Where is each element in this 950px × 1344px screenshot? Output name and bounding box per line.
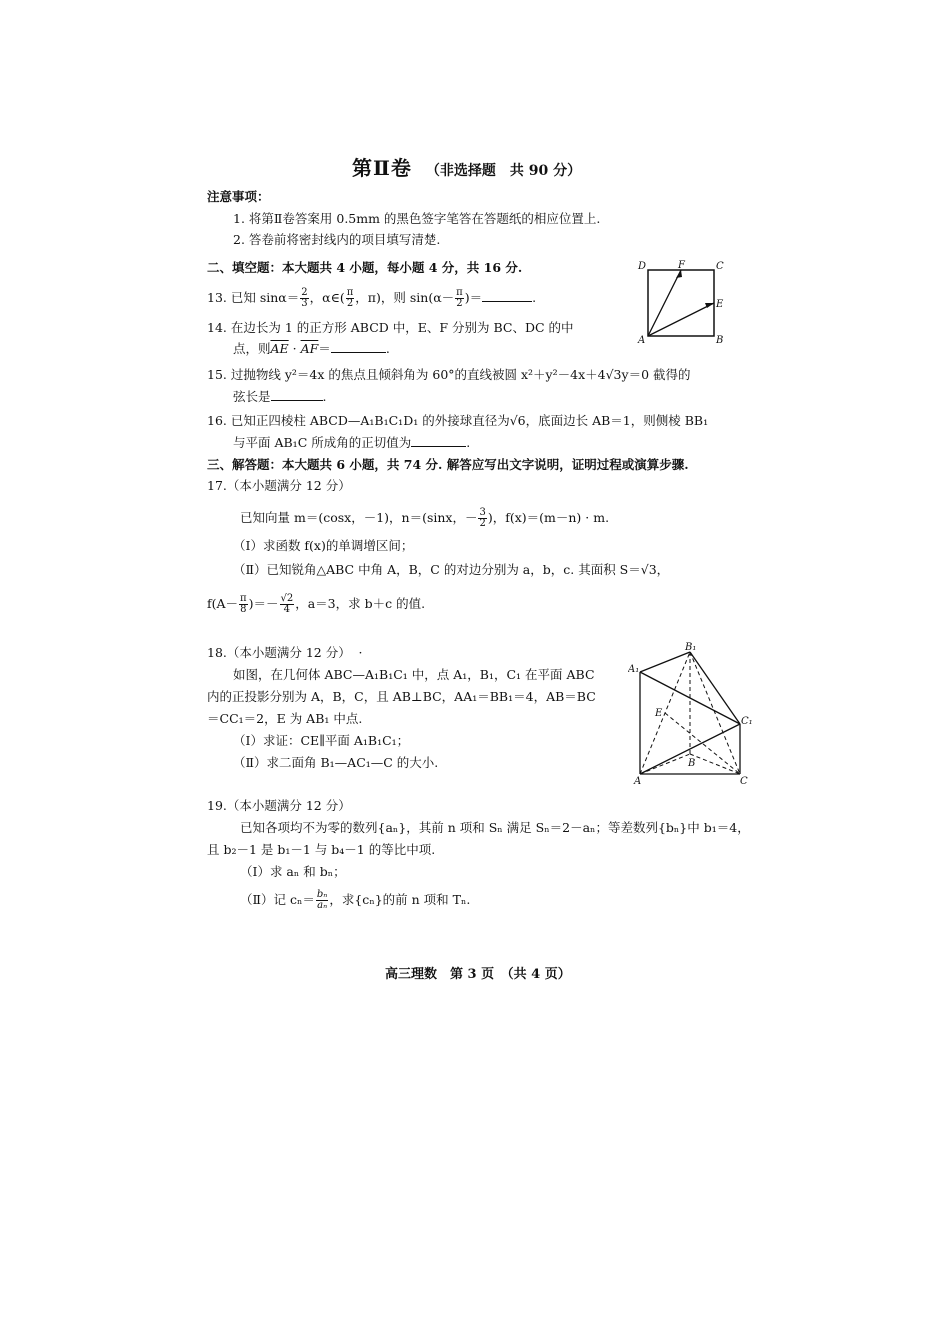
q15-text-1: 过抛物线 y²＝4x 的焦点且倾斜角为 60°的直线被圆 x²＋y²－4x＋4√3y＝0 截得的 bbox=[230, 367, 691, 382]
q16-answer-blank[interactable] bbox=[411, 445, 466, 447]
q14-vector-af: $\overline{AF}$ bbox=[300, 341, 319, 356]
q19-f-den: aₙ bbox=[317, 900, 328, 911]
question-15-line-2 bbox=[233, 389, 327, 405]
q17-f1-num: 3 bbox=[479, 507, 486, 518]
label-f: F bbox=[678, 260, 685, 271]
q13-f3-den: 2 bbox=[456, 298, 463, 309]
q19-text-4b: ，求{cₙ}的前 n 项和 Tₙ. bbox=[329, 892, 471, 907]
q18-line-2: 内的正投影分别为 A，B，C，且 AB⊥BC，AA₁＝BB₁＝4，AB＝BC bbox=[207, 689, 596, 704]
q17-line-3: （Ⅱ）已知锐角△ABC 中角 A，B，C 的对边分别为 a，b，c. 其面积 S＝√3， bbox=[233, 562, 670, 577]
q17-f2-den: 8 bbox=[240, 604, 247, 615]
q13-f3-num: π bbox=[456, 287, 463, 298]
square-figure bbox=[636, 258, 726, 348]
q17-f2-num: π bbox=[240, 593, 247, 604]
q16-text-2: 与平面 AB₁C 所成角的正切值为 bbox=[233, 435, 412, 450]
dashed-e-c bbox=[665, 713, 740, 774]
q13-f2-den: 2 bbox=[346, 298, 354, 309]
page-footer: 高三理数 第 3 页 （共 4 页） bbox=[385, 967, 571, 982]
section-2-heading: 二、填空题：本大题共 4 小题，每小题 4 分，共 16 分. bbox=[207, 260, 523, 275]
q13-end: . bbox=[532, 290, 537, 305]
q13-f2-num: π bbox=[346, 287, 354, 298]
q17-f1-den: 2 bbox=[479, 518, 486, 529]
label-e: E bbox=[716, 299, 724, 310]
label-e: E bbox=[655, 708, 663, 719]
q17-text-1b: )，f(x)＝(m－n) · m. bbox=[487, 510, 610, 525]
label-d: D bbox=[638, 261, 647, 272]
q16-number: 16. bbox=[207, 413, 227, 428]
q18-heading bbox=[207, 645, 362, 661]
q13-text-3: ，π)，则 sin(α－ bbox=[355, 290, 455, 305]
q13-number: 13. bbox=[207, 290, 227, 305]
q15-text-2: 弦长是 bbox=[233, 389, 271, 404]
q15-number: 15. bbox=[207, 367, 227, 382]
q14-vector-ae: $\overline{AE}$ bbox=[270, 341, 289, 356]
q18-mark: · bbox=[358, 645, 363, 660]
notice-item-1: 1. 将第Ⅱ卷答案用 0.5mm 的黑色签字笔答在答题纸的相应位置上. bbox=[233, 211, 601, 226]
q18-line-5: （Ⅱ）求二面角 B₁—AC₁—C 的大小. bbox=[233, 755, 439, 770]
q17-fraction-3 bbox=[280, 594, 295, 615]
square-abcd bbox=[648, 270, 714, 336]
title-main: 第Ⅱ卷 bbox=[352, 156, 412, 180]
q13-f1-num: 2 bbox=[301, 287, 308, 298]
q13-f1-den: 3 bbox=[301, 298, 308, 309]
q17-line-2: （Ⅰ）求函数 f(x)的单调增区间； bbox=[233, 538, 414, 553]
q17-text-4a: f(A－ bbox=[207, 596, 239, 611]
dashed-a-b bbox=[640, 754, 690, 774]
notice-item-2: 2. 答卷前将密封线内的项目填写清楚. bbox=[233, 232, 441, 247]
label-a: A bbox=[634, 776, 642, 786]
q16-end: . bbox=[466, 435, 471, 450]
q14-dot: · bbox=[288, 341, 301, 356]
q17-text-4b: )＝－ bbox=[248, 596, 279, 611]
label-a1: A₁ bbox=[628, 664, 640, 675]
label-b1: B₁ bbox=[685, 642, 697, 653]
solid-figure bbox=[628, 640, 754, 786]
q17-line-1 bbox=[240, 508, 609, 529]
label-b: B bbox=[688, 758, 696, 769]
q18-line-4: （Ⅰ）求证：CE∥平面 A₁B₁C₁； bbox=[233, 733, 410, 748]
q13-text-2: ，α∈( bbox=[309, 290, 345, 305]
q17-fraction-2 bbox=[239, 594, 248, 615]
q14-text-1: 在边长为 1 的正方形 ABCD 中，E、F 分别为 BC、DC 的中 bbox=[230, 320, 574, 335]
page-title bbox=[352, 152, 581, 181]
arrowhead-f bbox=[676, 270, 682, 278]
q13-fraction-2 bbox=[346, 288, 355, 309]
question-14-line-2 bbox=[233, 341, 390, 357]
q14-end: . bbox=[385, 341, 390, 356]
question-14-line-1 bbox=[207, 320, 574, 336]
section-3-heading: 三、解答题：本大题共 6 小题，共 74 分. 解答应写出文字说明，证明过程或演算步骤. bbox=[207, 457, 689, 472]
q13-fraction-3 bbox=[455, 288, 464, 309]
q17-f3-num: √2 bbox=[280, 593, 294, 604]
segment-ae bbox=[648, 303, 714, 336]
q17-text-4c: ，a＝3，求 b＋c 的值. bbox=[295, 596, 426, 611]
question-13 bbox=[207, 288, 536, 309]
question-16-line-1 bbox=[207, 413, 708, 429]
label-b: B bbox=[716, 335, 724, 346]
q13-answer-blank[interactable] bbox=[482, 300, 532, 302]
q13-fraction-1 bbox=[300, 288, 308, 309]
q17-heading: 17.（本小题满分 12 分） bbox=[207, 478, 351, 493]
q19-line-4 bbox=[240, 890, 470, 911]
q16-text-1: 已知正四棱柱 ABCD—A₁B₁C₁D₁ 的外接球直径为√6，底面边长 AB＝1，则侧棱 BB₁ bbox=[230, 413, 709, 428]
q17-line-4 bbox=[207, 594, 425, 615]
label-c: C bbox=[740, 776, 748, 786]
question-16-line-2 bbox=[233, 435, 470, 451]
q15-answer-blank[interactable] bbox=[271, 399, 323, 401]
notice-heading: 注意事项： bbox=[207, 189, 270, 204]
label-c1: C₁ bbox=[741, 716, 753, 727]
question-15-line-1 bbox=[207, 367, 691, 383]
q15-end: . bbox=[322, 389, 327, 404]
q13-text-1: 已知 sinα＝ bbox=[230, 290, 300, 305]
q18-line-1: 如图，在几何体 ABC—A₁B₁C₁ 中，点 A₁，B₁，C₁ 在平面 ABC bbox=[233, 667, 595, 682]
q19-line-3: （Ⅰ）求 aₙ 和 bₙ； bbox=[240, 864, 346, 879]
q17-text-1a: 已知向量 m＝(cosx，－1)，n＝(sinx，－ bbox=[240, 510, 478, 525]
q19-line-2: 且 b₂－1 是 b₁－1 与 b₄－1 的等比中项. bbox=[207, 842, 436, 857]
q19-text-4a: （Ⅱ）记 cₙ＝ bbox=[240, 892, 315, 907]
q19-heading: 19.（本小题满分 12 分） bbox=[207, 798, 351, 813]
q19-fraction bbox=[316, 890, 328, 911]
q17-f3-den: 4 bbox=[283, 604, 291, 615]
segment-af bbox=[648, 270, 681, 336]
q13-text-4: )＝ bbox=[464, 290, 483, 305]
q19-line-1: 已知各项均不为零的数列{aₙ}，其前 n 项和 Sₙ 满足 Sₙ＝2－aₙ；等差数列{bₙ}中 b₁＝4， bbox=[240, 820, 750, 835]
q18-heading-text: 18.（本小题满分 12 分） bbox=[207, 645, 345, 660]
label-c: C bbox=[716, 261, 724, 272]
label-a: A bbox=[638, 335, 646, 346]
title-subtitle: （非选择题 共 90 分） bbox=[425, 163, 582, 179]
q14-number: 14. bbox=[207, 320, 227, 335]
q14-text-3: ＝ bbox=[318, 341, 331, 356]
q14-text-2: 点，则 bbox=[233, 341, 271, 356]
q19-f-num: bₙ bbox=[316, 889, 328, 900]
q14-answer-blank[interactable] bbox=[331, 351, 386, 353]
q18-line-3: ＝CC₁＝2，E 为 AB₁ 中点. bbox=[207, 711, 363, 726]
q17-fraction-1 bbox=[478, 508, 486, 529]
